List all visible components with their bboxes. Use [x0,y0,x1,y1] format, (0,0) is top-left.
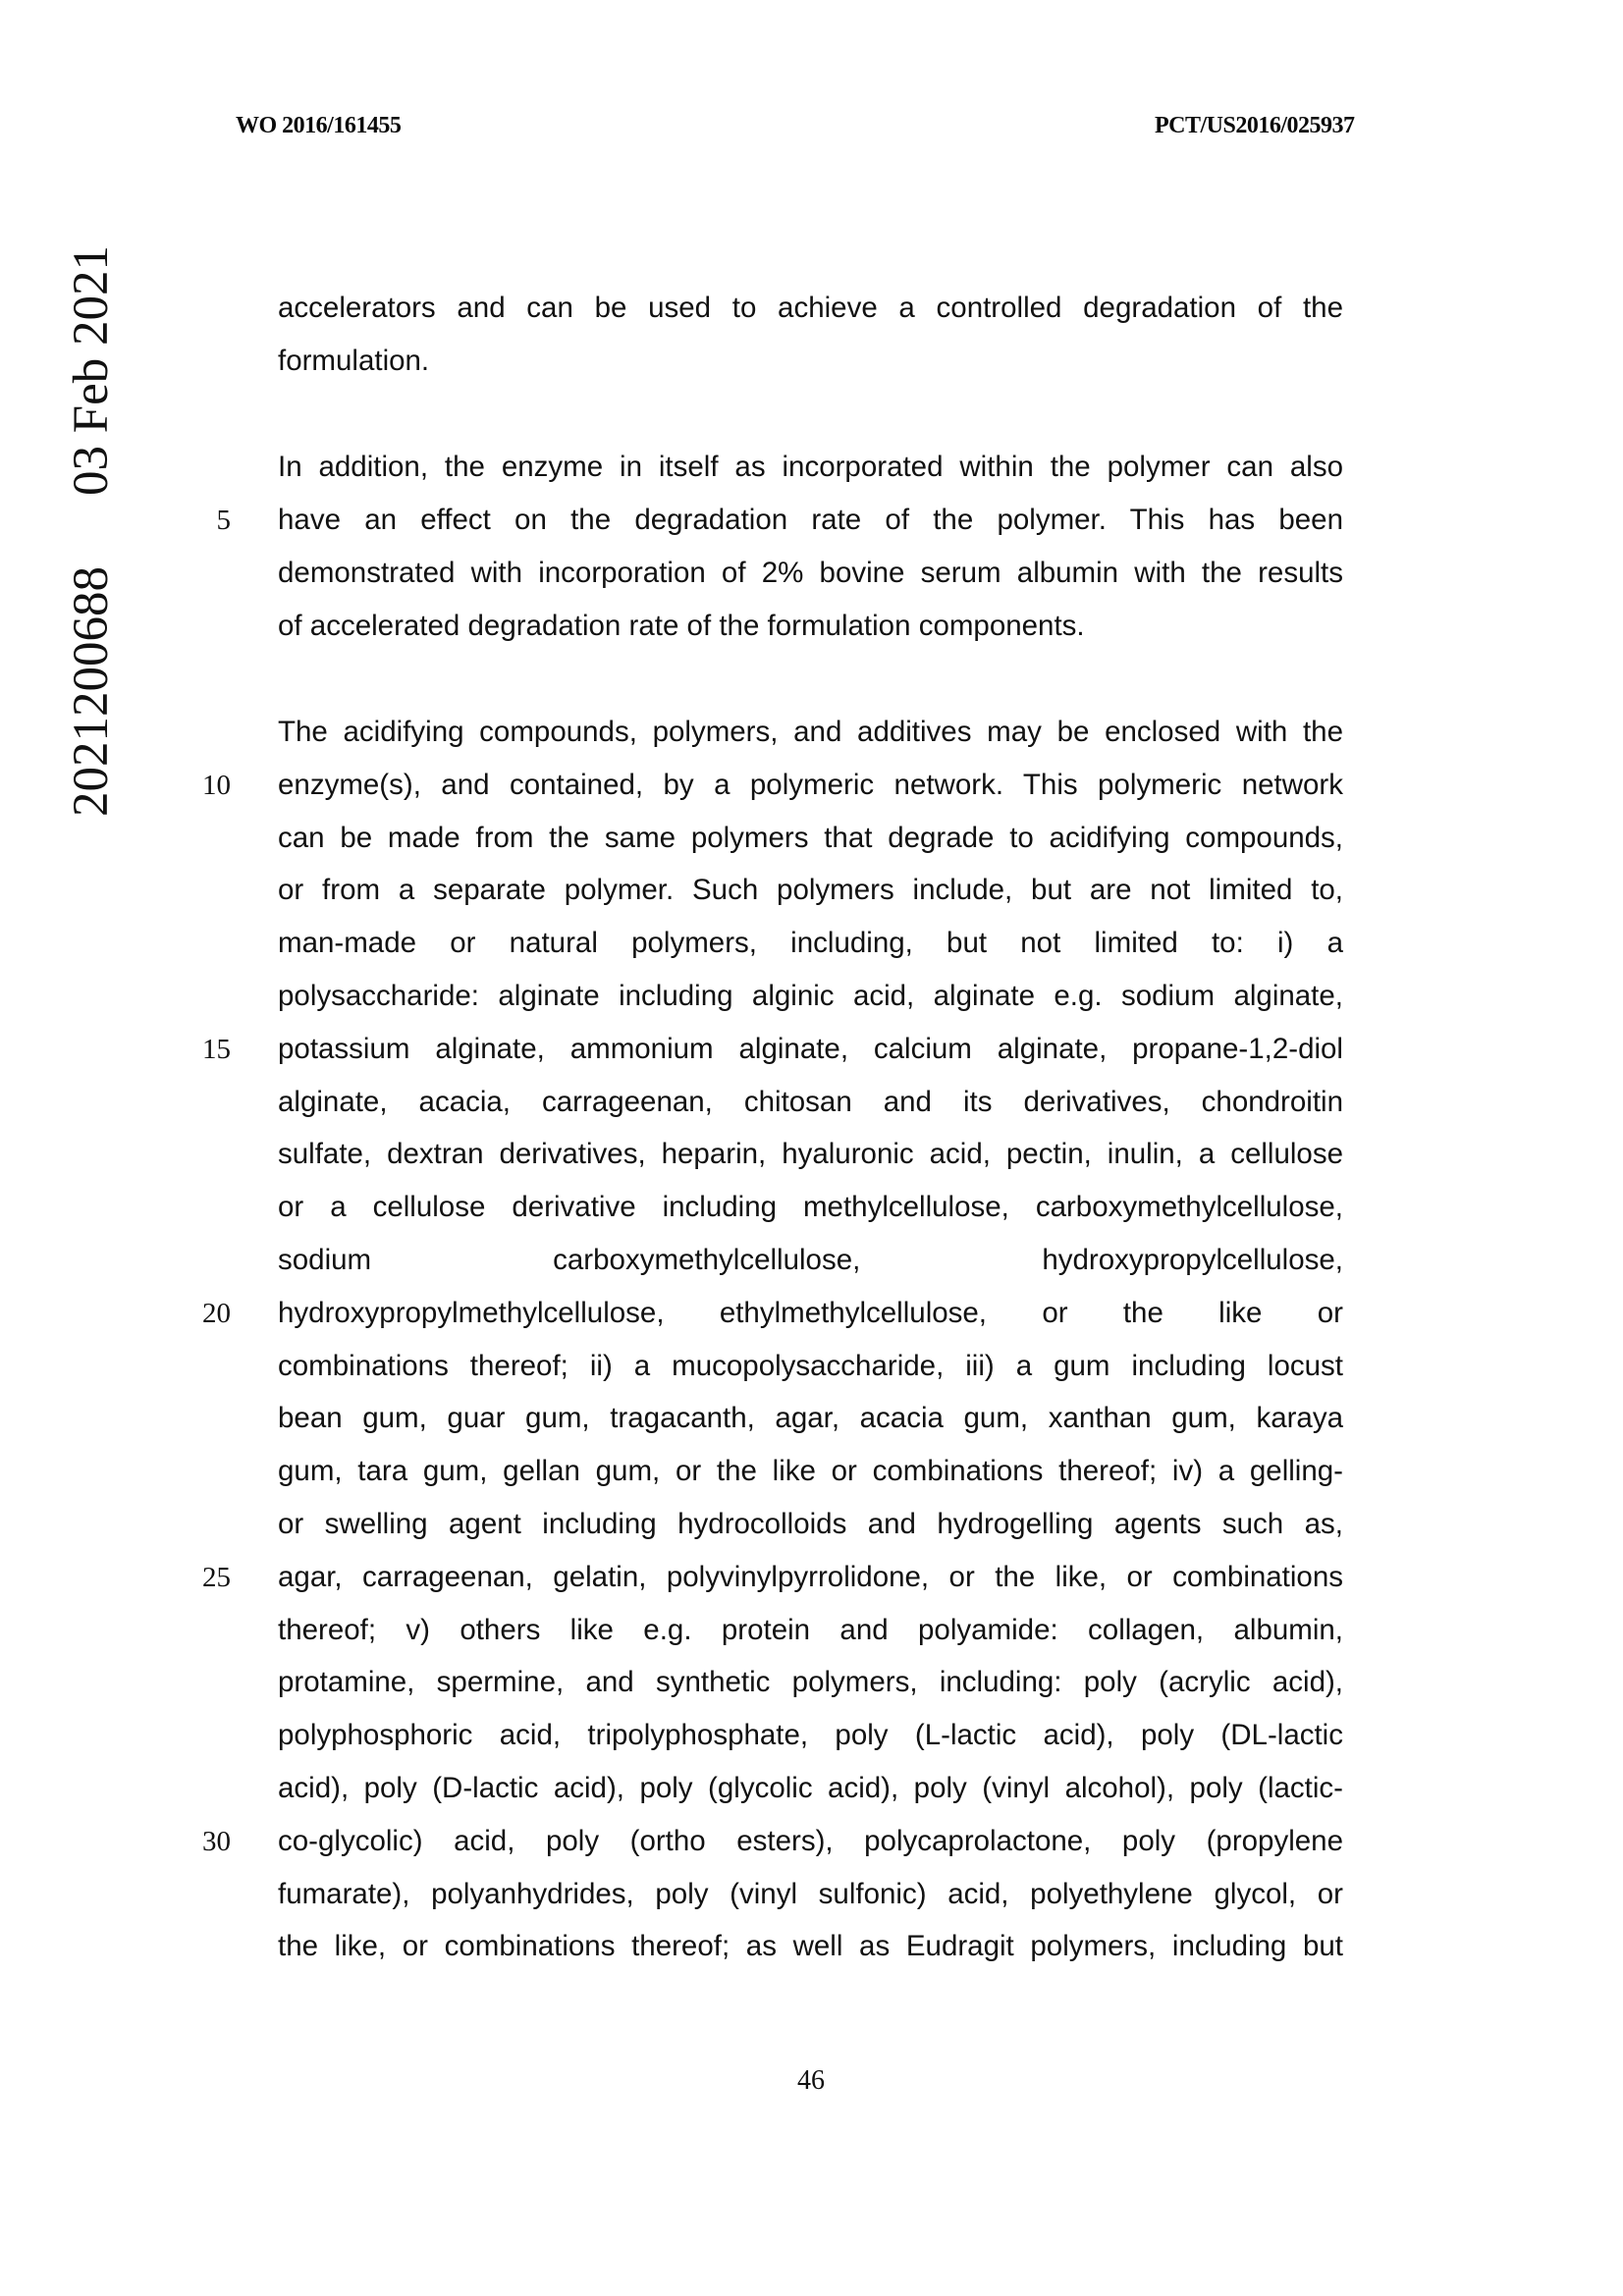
text-line: man-made or natural polymers, including, but not limited to: i) a [278,927,1343,959]
text-line: The acidifying compounds, polymers, and additives may be enclosed with the [278,716,1343,748]
text-line: or from a separate polymer. Such polymers include, but are not limited to, [278,874,1343,906]
text-line: or swelling agent including hydrocolloids and hydrogelling agents such as, [278,1508,1343,1540]
text-line: co-glycolic) acid, poly (ortho esters), polycaprolactone, poly (propylene [278,1825,1343,1857]
text-line: demonstrated with incorporation of 2% bovine serum albumin with the results [278,557,1343,589]
text-line: acid), poly (D-lactic acid), poly (glycolic acid), poly (vinyl alcohol), poly (lactic- [278,1772,1343,1804]
text-line: sodium carboxymethylcellulose, hydroxypropylcellulose, [278,1244,1343,1276]
line-number: 25 [202,1562,231,1593]
line-number: 5 [216,505,231,536]
text-line: have an effect on the degradation rate of the polymer. This has been [278,504,1343,536]
text-line: protamine, spermine, and synthetic polymers, including: poly (acrylic acid), [278,1666,1343,1698]
page-number: 46 [797,2065,825,2096]
text-line: fumarate), polyanhydrides, poly (vinyl sulfonic) acid, polyethylene glycol, or [278,1878,1343,1910]
text-line: gum, tara gum, gellan gum, or the like or combinations thereof; iv) a gelling- [278,1455,1343,1487]
text-line: hydroxypropylmethylcellulose, ethylmethylcellulose, or the like or [278,1297,1343,1329]
text-line: formulation. [278,345,430,377]
application-number: PCT/US2016/025937 [1155,113,1355,138]
text-line: enzyme(s), and contained, by a polymeric network. This polymeric network [278,769,1343,801]
line-number: 30 [202,1826,231,1857]
text-line: combinations thereof; ii) a mucopolysaccharide, iii) a gum including locust [278,1350,1343,1382]
text-line: accelerators and can be used to achieve a controlled degradation of the [278,292,1343,324]
text-line: potassium alginate, ammonium alginate, calcium alginate, propane-1,2-diol [278,1033,1343,1065]
text-line: In addition, the enzyme in itself as incorporated within the polymer can also [278,451,1343,483]
text-line: or a cellulose derivative including methylcellulose, carboxymethylcellulose, [278,1191,1343,1223]
text-line: the like, or combinations thereof; as well as Eudragit polymers, including but [278,1930,1343,1962]
publication-number: WO 2016/161455 [236,113,402,138]
text-line: polyphosphoric acid, tripolyphosphate, poly (L-lactic acid), poly (DL-lactic [278,1719,1343,1751]
text-line: polysaccharide: alginate including alginic acid, alginate e.g. sodium alginate, [278,980,1343,1012]
text-line: sulfate, dextran derivatives, heparin, hyaluronic acid, pectin, inulin, a cellulose [278,1138,1343,1170]
line-number: 15 [202,1034,231,1065]
side-stamp [64,245,119,817]
line-number: 20 [202,1298,231,1329]
stamp-document-number: 2021200688 [64,566,119,817]
line-number: 10 [202,770,231,801]
text-line: can be made from the same polymers that degrade to acidifying compounds, [278,822,1343,854]
text-line: bean gum, guar gum, tragacanth, agar, acacia gum, xanthan gum, karaya [278,1402,1343,1434]
text-line: of accelerated degradation rate of the formulation components. [278,610,1085,642]
stamp-date: 03 Feb 2021 [64,245,119,496]
text-line: agar, carrageenan, gelatin, polyvinylpyrrolidone, or the like, or combinations [278,1561,1343,1593]
text-line: thereof; v) others like e.g. protein and polyamide: collagen, albumin, [278,1614,1343,1646]
text-line: alginate, acacia, carrageenan, chitosan and its derivatives, chondroitin [278,1086,1343,1118]
